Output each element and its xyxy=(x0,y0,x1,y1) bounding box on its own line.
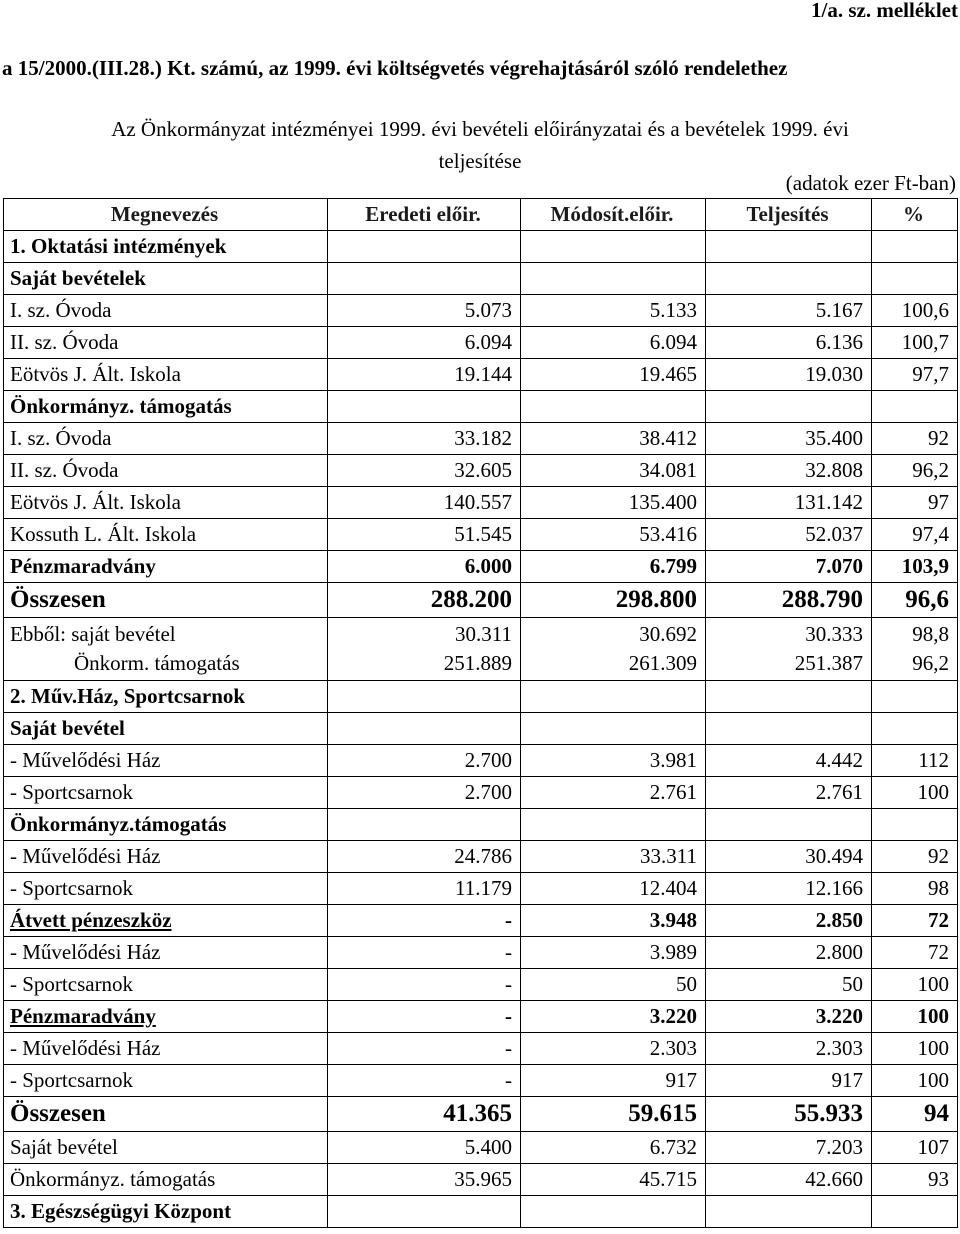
table-row xyxy=(4,873,958,905)
cell-actual: 35.400 xyxy=(706,423,872,455)
cell-actual: 917 xyxy=(706,1065,872,1097)
cell-modified: 6.799 xyxy=(521,551,706,583)
cell-percent: 96,2 xyxy=(872,455,958,487)
cell-modified: 12.404 xyxy=(521,873,706,905)
table-row xyxy=(4,1132,958,1164)
cell-original: 5.400 xyxy=(328,1132,521,1164)
table-row xyxy=(4,618,958,681)
cell-original: 2.700 xyxy=(328,777,521,809)
page-title xyxy=(0,113,960,177)
cell-modified: 19.465 xyxy=(521,359,706,391)
table-row xyxy=(4,1033,958,1065)
row-name-line-2: Önkorm. támogatás xyxy=(74,651,240,675)
cell-modified xyxy=(521,618,706,681)
cell-actual-line-1: 30.333 xyxy=(805,622,863,646)
row-name: Összesen xyxy=(4,583,328,618)
row-name: - Sportcsarnok xyxy=(4,777,328,809)
cell-actual: 32.808 xyxy=(706,455,872,487)
cell-original: 51.545 xyxy=(328,519,521,551)
cell-percent: 72 xyxy=(872,905,958,937)
cell-actual: 12.166 xyxy=(706,873,872,905)
cell-original: 33.182 xyxy=(328,423,521,455)
cell-modified xyxy=(521,713,706,745)
cell-percent: 100 xyxy=(872,777,958,809)
row-name: Pénzmaradvány xyxy=(4,1001,328,1033)
row-name: Átvett pénzeszköz xyxy=(4,905,328,937)
cell-original: 35.965 xyxy=(328,1164,521,1196)
cell-modified: 298.800 xyxy=(521,583,706,618)
cell-modified xyxy=(521,231,706,263)
cell-modified: 3.948 xyxy=(521,905,706,937)
cell-original: 19.144 xyxy=(328,359,521,391)
cell-modified: 3.981 xyxy=(521,745,706,777)
cell-modified-line-2: 261.309 xyxy=(628,651,697,675)
table-row xyxy=(4,681,958,713)
cell-percent: 97,4 xyxy=(872,519,958,551)
cell-percent xyxy=(872,681,958,713)
cell-percent: 100 xyxy=(872,1033,958,1065)
row-name: 2. Műv.Ház, Sportcsarnok xyxy=(4,681,328,713)
row-name: Eötvös J. Ált. Iskola xyxy=(4,487,328,519)
cell-original: 6.000 xyxy=(328,551,521,583)
cell-original: - xyxy=(328,937,521,969)
cell-percent: 100 xyxy=(872,1065,958,1097)
title-line-2: teljesítése xyxy=(438,149,522,173)
table-row xyxy=(4,423,958,455)
row-name: 1. Oktatási intézmények xyxy=(4,231,328,263)
row-name: - Sportcsarnok xyxy=(4,873,328,905)
table-row xyxy=(4,745,958,777)
column-header-name: Megnevezés xyxy=(4,199,328,231)
cell-percent: 93 xyxy=(872,1164,958,1196)
table-row xyxy=(4,777,958,809)
cell-actual: 3.220 xyxy=(706,1001,872,1033)
budget-table-body xyxy=(4,199,958,1228)
cell-percent: 100,6 xyxy=(872,295,958,327)
table-row xyxy=(4,969,958,1001)
cell-original: 24.786 xyxy=(328,841,521,873)
cell-percent xyxy=(872,231,958,263)
cell-actual: 288.790 xyxy=(706,583,872,618)
cell-actual: 52.037 xyxy=(706,519,872,551)
row-name-line-1: Ebből: saját bevétel xyxy=(10,622,176,646)
cell-original: - xyxy=(328,1033,521,1065)
cell-original xyxy=(328,618,521,681)
cell-original xyxy=(328,809,521,841)
cell-original: - xyxy=(328,1065,521,1097)
cell-original: 288.200 xyxy=(328,583,521,618)
cell-original: 11.179 xyxy=(328,873,521,905)
cell-modified: 53.416 xyxy=(521,519,706,551)
row-name: Saját bevételek xyxy=(4,263,328,295)
table-row xyxy=(4,295,958,327)
row-name: Kossuth L. Ált. Iskola xyxy=(4,519,328,551)
cell-percent: 97 xyxy=(872,487,958,519)
cell-percent xyxy=(872,1196,958,1228)
cell-modified xyxy=(521,809,706,841)
cell-actual: 7.203 xyxy=(706,1132,872,1164)
table-row xyxy=(4,263,958,295)
cell-actual: 2.761 xyxy=(706,777,872,809)
cell-original: 41.365 xyxy=(328,1097,521,1132)
cell-actual xyxy=(706,618,872,681)
table-row xyxy=(4,937,958,969)
column-header-actual: Teljesítés xyxy=(706,199,872,231)
table-row xyxy=(4,359,958,391)
cell-actual-line-2: 251.387 xyxy=(794,651,863,675)
cell-actual: 55.933 xyxy=(706,1097,872,1132)
cell-actual xyxy=(706,713,872,745)
cell-original: 5.073 xyxy=(328,295,521,327)
cell-modified: 45.715 xyxy=(521,1164,706,1196)
cell-percent: 96,6 xyxy=(872,583,958,618)
row-name: Önkormányz. támogatás xyxy=(4,391,328,423)
cell-modified xyxy=(521,391,706,423)
cell-percent xyxy=(872,713,958,745)
unit-note: (adatok ezer Ft-ban) xyxy=(785,171,956,195)
cell-actual: 2.850 xyxy=(706,905,872,937)
row-name: - Művelődési Ház xyxy=(4,841,328,873)
table-row xyxy=(4,841,958,873)
table-row xyxy=(4,327,958,359)
cell-original: 140.557 xyxy=(328,487,521,519)
row-name: II. sz. Óvoda xyxy=(4,327,328,359)
row-name: - Sportcsarnok xyxy=(4,1065,328,1097)
row-name: II. sz. Óvoda xyxy=(4,455,328,487)
table-row xyxy=(4,1097,958,1132)
cell-modified: 3.989 xyxy=(521,937,706,969)
table-row xyxy=(4,1196,958,1228)
cell-actual: 50 xyxy=(706,969,872,1001)
cell-actual: 5.167 xyxy=(706,295,872,327)
cell-original: - xyxy=(328,1001,521,1033)
cell-modified xyxy=(521,263,706,295)
table-row xyxy=(4,487,958,519)
cell-percent: 97,7 xyxy=(872,359,958,391)
budget-table xyxy=(3,198,958,1228)
cell-actual xyxy=(706,1196,872,1228)
cell-percent: 72 xyxy=(872,937,958,969)
cell-actual xyxy=(706,231,872,263)
cell-actual: 4.442 xyxy=(706,745,872,777)
cell-percent: 98 xyxy=(872,873,958,905)
cell-actual: 2.303 xyxy=(706,1033,872,1065)
cell-modified: 33.311 xyxy=(521,841,706,873)
cell-actual: 7.070 xyxy=(706,551,872,583)
row-name: Saját bevétel xyxy=(4,713,328,745)
cell-percent-line-2: 96,2 xyxy=(912,651,949,675)
cell-modified: 34.081 xyxy=(521,455,706,487)
cell-modified: 6.094 xyxy=(521,327,706,359)
cell-actual xyxy=(706,263,872,295)
cell-original: - xyxy=(328,969,521,1001)
cell-percent: 94 xyxy=(872,1097,958,1132)
cell-percent: 112 xyxy=(872,745,958,777)
cell-original xyxy=(328,391,521,423)
row-name: - Sportcsarnok xyxy=(4,969,328,1001)
cell-original xyxy=(328,231,521,263)
cell-percent: 107 xyxy=(872,1132,958,1164)
cell-original-line-2: 251.889 xyxy=(443,651,512,675)
column-header-modified: Módosít.előir. xyxy=(521,199,706,231)
cell-modified: 38.412 xyxy=(521,423,706,455)
cell-original xyxy=(328,713,521,745)
table-header-row xyxy=(4,199,958,231)
table-row xyxy=(4,1065,958,1097)
cell-percent xyxy=(872,263,958,295)
cell-original: 6.094 xyxy=(328,327,521,359)
table-row xyxy=(4,809,958,841)
cell-percent xyxy=(872,391,958,423)
cell-original xyxy=(328,681,521,713)
row-name: I. sz. Óvoda xyxy=(4,295,328,327)
row-name: Saját bevétel xyxy=(4,1132,328,1164)
row-name: Önkormányz.támogatás xyxy=(4,809,328,841)
decree-reference: a 15/2000.(III.28.) Kt. számú, az 1999. évi költségvetés végrehajtásáról szóló rendelethez xyxy=(2,56,788,80)
row-name: - Művelődési Ház xyxy=(4,1033,328,1065)
column-header-percent: % xyxy=(872,199,958,231)
title-line-1: Az Önkormányzat intézményei 1999. évi bevételi előirányzatai és a bevételek 1999. évi xyxy=(111,117,849,141)
cell-percent: 92 xyxy=(872,841,958,873)
table-row xyxy=(4,905,958,937)
cell-actual xyxy=(706,809,872,841)
cell-percent: 103,9 xyxy=(872,551,958,583)
table-row xyxy=(4,231,958,263)
table-row xyxy=(4,551,958,583)
column-header-original: Eredeti előir. xyxy=(328,199,521,231)
cell-percent xyxy=(872,809,958,841)
cell-modified: 5.133 xyxy=(521,295,706,327)
cell-actual: 19.030 xyxy=(706,359,872,391)
row-name: 3. Egészségügyi Központ xyxy=(4,1196,328,1228)
cell-percent: 100 xyxy=(872,969,958,1001)
cell-modified: 59.615 xyxy=(521,1097,706,1132)
cell-original-line-1: 30.311 xyxy=(455,622,512,646)
cell-modified: 2.761 xyxy=(521,777,706,809)
table-row xyxy=(4,519,958,551)
cell-original: - xyxy=(328,905,521,937)
cell-actual: 42.660 xyxy=(706,1164,872,1196)
cell-modified xyxy=(521,1196,706,1228)
cell-modified: 6.732 xyxy=(521,1132,706,1164)
cell-modified: 50 xyxy=(521,969,706,1001)
cell-modified: 2.303 xyxy=(521,1033,706,1065)
row-name: Eötvös J. Ált. Iskola xyxy=(4,359,328,391)
cell-modified-line-1: 30.692 xyxy=(639,622,697,646)
row-name: - Művelődési Ház xyxy=(4,937,328,969)
cell-modified: 3.220 xyxy=(521,1001,706,1033)
table-row xyxy=(4,391,958,423)
table-row xyxy=(4,455,958,487)
cell-percent-line-1: 98,8 xyxy=(912,622,949,646)
row-name: - Művelődési Ház xyxy=(4,745,328,777)
cell-percent: 100 xyxy=(872,1001,958,1033)
cell-modified xyxy=(521,681,706,713)
cell-percent: 92 xyxy=(872,423,958,455)
table-row xyxy=(4,1164,958,1196)
table-row xyxy=(4,583,958,618)
cell-modified: 135.400 xyxy=(521,487,706,519)
cell-modified: 917 xyxy=(521,1065,706,1097)
cell-actual xyxy=(706,681,872,713)
cell-actual: 30.494 xyxy=(706,841,872,873)
row-name: Összesen xyxy=(4,1097,328,1132)
cell-percent: 100,7 xyxy=(872,327,958,359)
cell-original: 32.605 xyxy=(328,455,521,487)
cell-actual: 131.142 xyxy=(706,487,872,519)
annex-label: 1/a. sz. melléklet xyxy=(811,0,958,22)
row-name xyxy=(4,618,328,681)
cell-original xyxy=(328,263,521,295)
row-name: I. sz. Óvoda xyxy=(4,423,328,455)
cell-actual: 6.136 xyxy=(706,327,872,359)
cell-percent xyxy=(872,618,958,681)
cell-original: 2.700 xyxy=(328,745,521,777)
row-name: Önkormányz. támogatás xyxy=(4,1164,328,1196)
cell-actual xyxy=(706,391,872,423)
cell-actual: 2.800 xyxy=(706,937,872,969)
table-row xyxy=(4,1001,958,1033)
row-name: Pénzmaradvány xyxy=(4,551,328,583)
cell-original xyxy=(328,1196,521,1228)
table-row xyxy=(4,713,958,745)
